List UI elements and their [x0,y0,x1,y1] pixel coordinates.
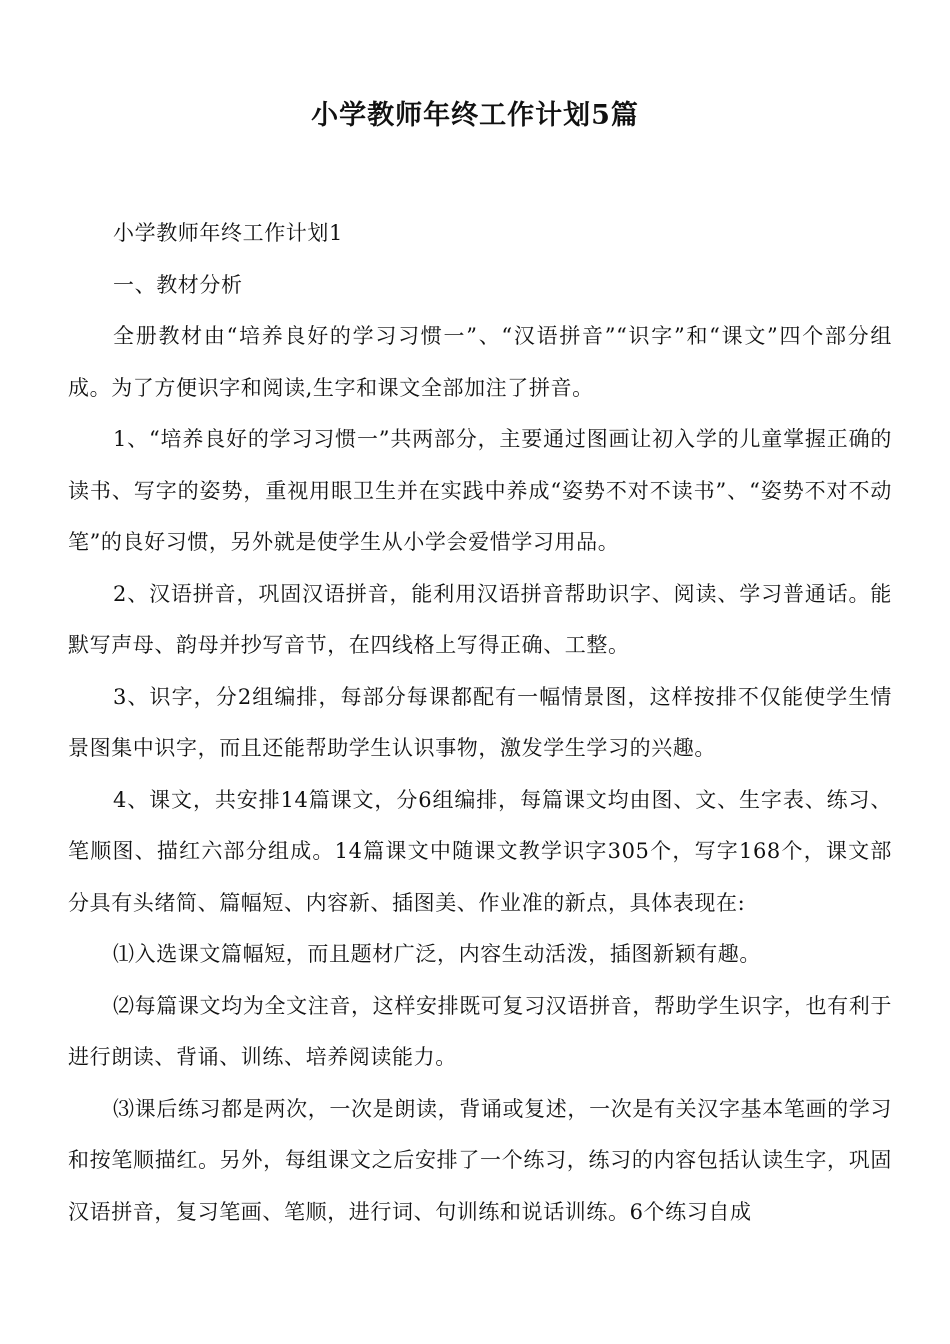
section-heading: 小学教师年终工作计划1 [113,221,343,245]
paragraph: ⑶课后练习都是两次，一次是朗读，背诵或复述，一次是有关汉字基本笔画的学习和按笔顺描红。另外，每组课文之后安排了一个练习，练习的内容包括认读生字，巩固汉语拼音，复习笔画、笔顺，进行词、句训练和说话训练。6个练习自成 [68,1096,892,1224]
paragraph: 3、识字，分2组编排，每部分每课都配有一幅情景图，这样按排不仅能使学生情景图集中识字，而且还能帮助学生认识事物，激发学生学习的兴趣。 [68,684,892,760]
paragraph: ⑵每篇课文均为全文注音，这样安排既可复习汉语拼音，帮助学生识字，也有利于进行朗读、背诵、训练、培养阅读能力。 [68,993,892,1069]
paragraph: 1、“培养良好的学习习惯一”共两部分，主要通过图画让初入学的儿童掌握正确的读书、写字的姿势，重视用眼卫生并在实践中养成“姿势不对不读书”、“姿势不对不动笔”的良好习惯，另外就是使学生从小学会爱惜学习用品。 [68,427,892,554]
subsection-heading: 一、教材分析 [113,272,243,297]
paragraph: 全册教材由“培养良好的学习习惯一”、“汉语拼音”“识字”和“课文”四个部分组成。为了方便识字和阅读,生字和课文全部加注了拼音。 [68,324,892,400]
paragraph: 4、课文，共安排14篇课文，分6组编排，每篇课文均由图、文、生字表、练习、笔顺图、描红六部分组成。14篇课文中随课文教学识字305个，写字168个，课文部分具有头绪简、篇幅短、内容新、插图美、作业准的新点，具体表现在: [68,787,892,915]
paragraph: ⑴入选课文篇幅短，而且题材广泛，内容生动活泼，插图新颖有趣。 [113,942,761,966]
document-body [68,208,892,1238]
paragraph: 2、汉语拼音，巩固汉语拼音，能利用汉语拼音帮助识字、阅读、学习普通话。能默写声母、韵母并抄写音节，在四线格上写得正确、工整。 [68,581,892,657]
document-title: 小学教师年终工作计划5篇 [311,100,639,131]
